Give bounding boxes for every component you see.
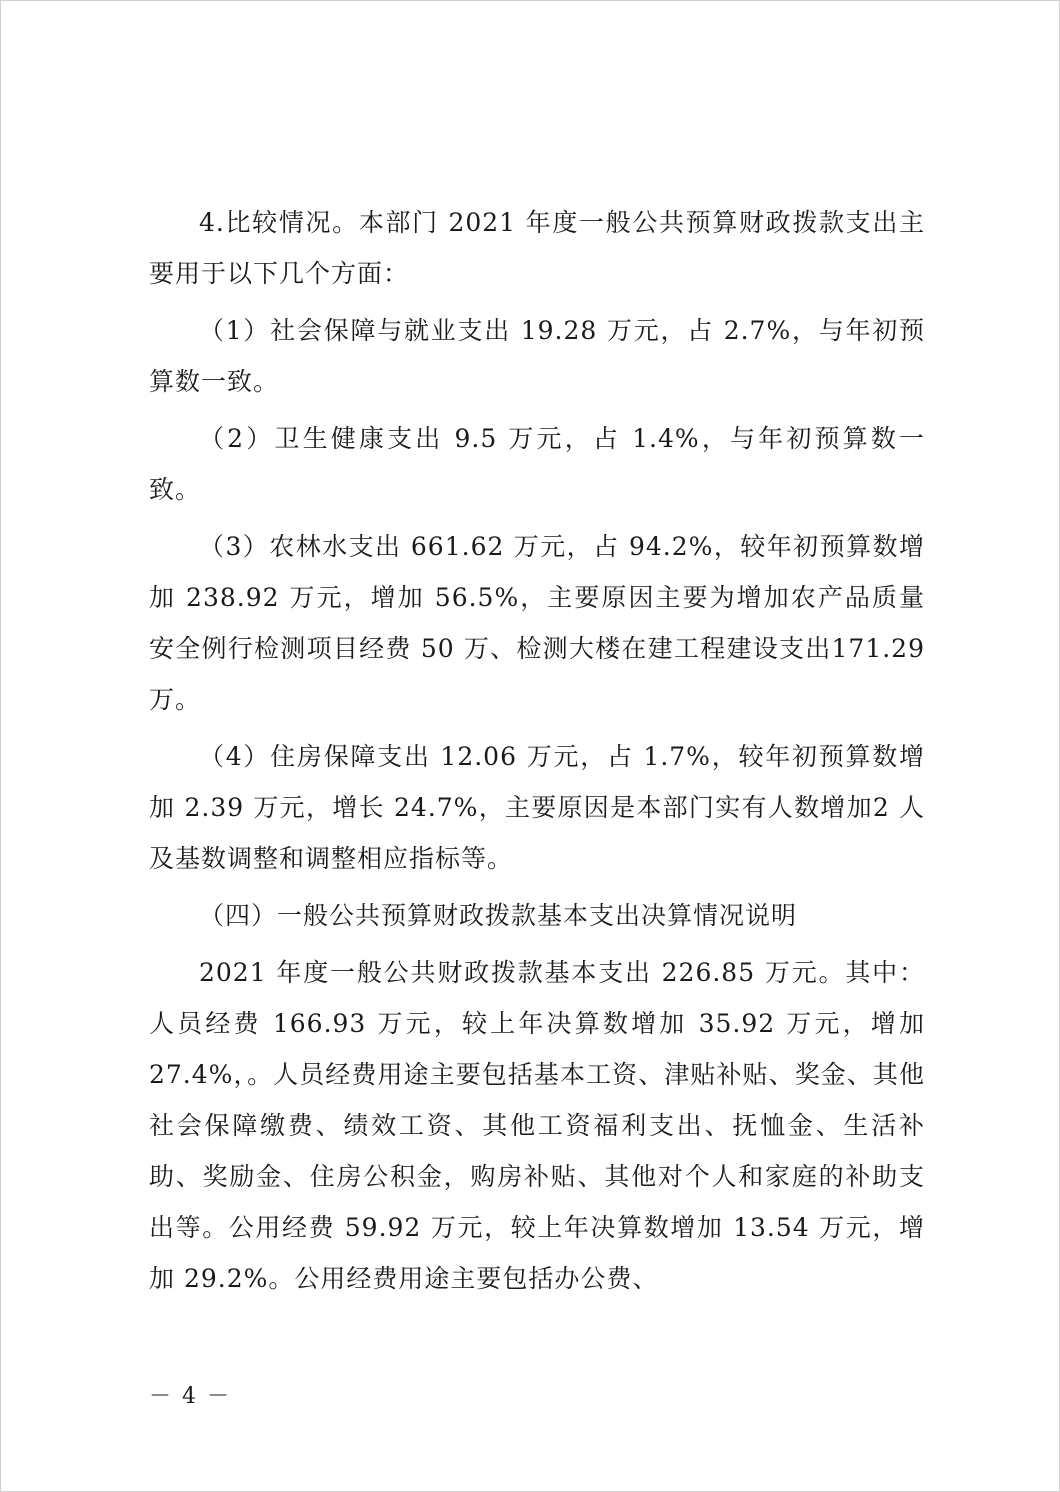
page-number: － 4 － [149, 1384, 231, 1409]
document-body [149, 197, 925, 1304]
paragraph-agriculture: （3）农林水支出 661.62 万元，占 94.2%，较年初预算数增加 238.92 万元，增加 56.5%，主要原因主要为增加农产品质量安全例行检测项目经费 50 万、检测大楼在建工程建设支出171.29 万。 [149, 532, 925, 714]
paragraph-housing: （4）住房保障支出 12.06 万元，占 1.7%，较年初预算数增加 2.39 万元，增长 24.7%，主要原因是本部门实有人数增加2 人及基数调整和调整相应指标等。 [149, 742, 925, 873]
paragraph-health: （2）卫生健康支出 9.5 万元，占 1.4%，与年初预算数一致。 [149, 424, 925, 504]
paragraph-social-security: （1）社会保障与就业支出 19.28 万元，占 2.7%，与年初预算数一致。 [149, 316, 925, 396]
paragraph-comparison: 4.比较情况。本部门 2021 年度一般公共预算财政拨款支出主要用于以下几个方面： [149, 208, 925, 288]
section-heading-basic-expenditure: （四）一般公共预算财政拨款基本支出决算情况说明 [199, 901, 798, 930]
paragraph-basic-expenditure: 2021 年度一般公共财政拨款基本支出 226.85 万元。其中：人员经费 166.93 万元，较上年决算数增加 35.92 万元，增加 27.4%，。人员经费用途主要包括基本工资、津贴补贴、奖金、其他社会保障缴费、绩效工资、其他工资福利支出、抚恤金、生活补助、奖励金、住房公积金，购房补贴、其他对个人和家庭的补助支出等。公用经费 59.92 万元，较上年决算数增加 13.54 万元，增加 29.2%。公用经费用途主要包括办公费、 [149, 958, 925, 1293]
